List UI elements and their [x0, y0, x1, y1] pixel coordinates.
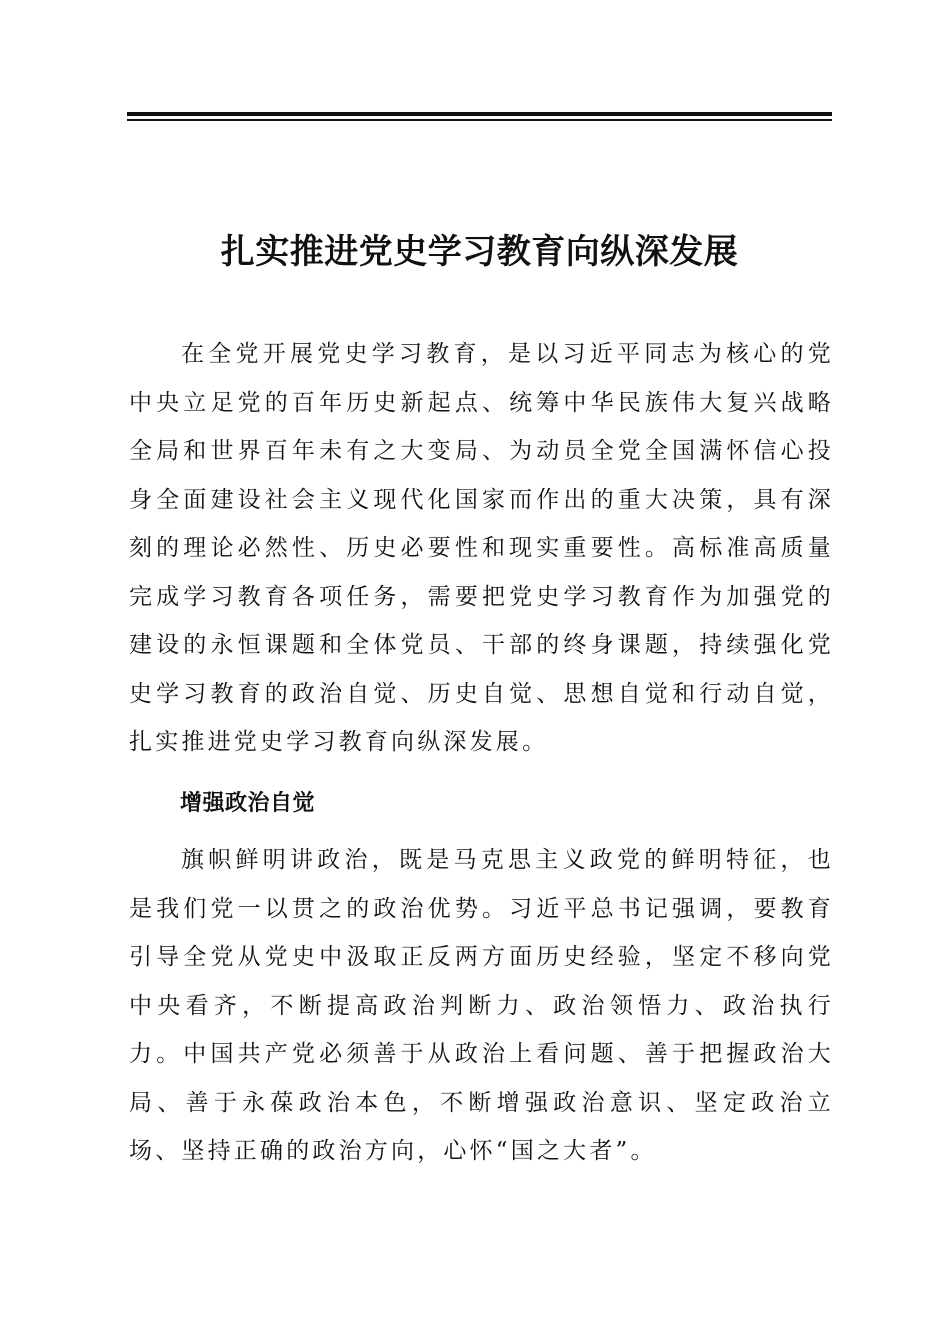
- document-title: 扎实推进党史学习教育向纵深发展: [220, 232, 739, 272]
- section-paragraph: 旗帜鲜明讲政治，既是马克思主义政党的鲜明特征，也是我们党一以贯之的政治优势。习近平总书记强调，要教育引导全党从党史中汲取正反两方面历史经验，坚定不移向党中央看齐，不断提高政治判断力、政治领悟力、政治执行力。中国共产党必须善于从政治上看问题、善于把握政治大局、善于永葆政治本色，不断增强政治意识、坚定政治立场、坚持正确的政治方向，心怀“国之大者”。: [129, 847, 834, 1164]
- intro-paragraph: 在全党开展党史学习教育，是以习近平同志为核心的党中央立足党的百年历史新起点、统筹中华民族伟大复兴战略全局和世界百年未有之大变局、为动员全党全国满怀信心投身全面建设社会主义现代化国家而作出的重大决策，具有深刻的理论必然性、历史必要性和现实重要性。高标准高质量完成学习教育各项任务，需要把党史学习教育作为加强党的建设的永恒课题和全体党员、干部的终身课题，持续强化党史学习教育的政治自觉、历史自觉、思想自觉和行动自觉，扎实推进党史学习教育向纵深发展。: [129, 341, 834, 755]
- header-rule-thick: [127, 112, 832, 116]
- section-heading: 增强政治自觉: [180, 791, 316, 816]
- header-rule-thin: [127, 119, 832, 121]
